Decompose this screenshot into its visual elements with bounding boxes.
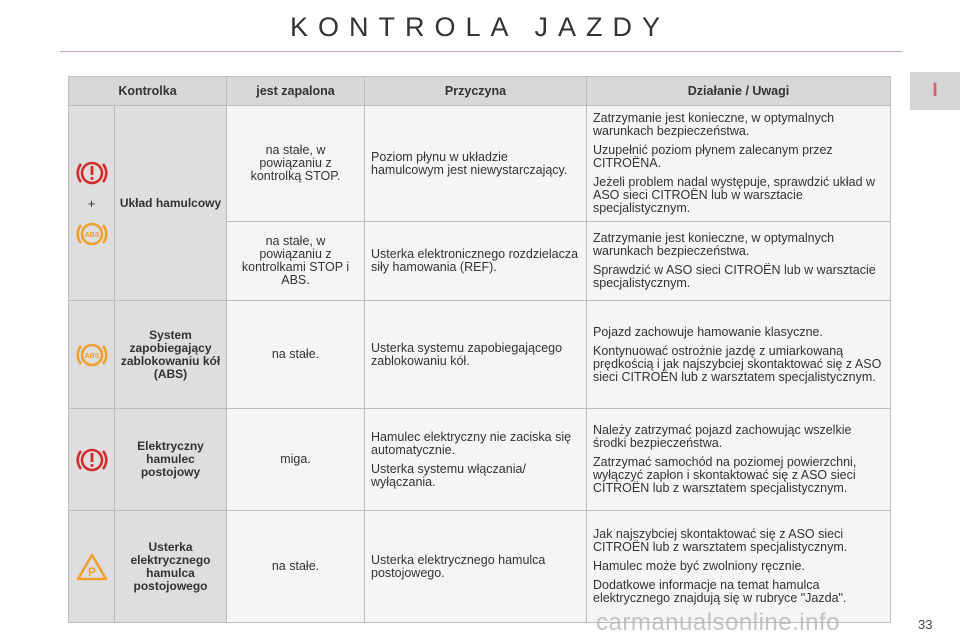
- action-text: Dodatkowe informacje na temat hamulca elektrycznego znajdują się w rubryce "Jazda".: [593, 578, 847, 605]
- action-text: Hamulec może być zwolniony ręcznie.: [593, 559, 805, 573]
- epb-fault-system-label: Usterka elektrycznego hamulca postojowego: [115, 511, 227, 623]
- abs-icon-cell: [69, 301, 115, 409]
- epb-fault-actions: [587, 511, 891, 623]
- page-number: 33: [918, 617, 933, 632]
- table-row-epb: [69, 409, 891, 511]
- abs-icon: [75, 219, 109, 249]
- cause-text: Hamulec elektryczny nie zaciska się automatycznie.: [371, 429, 572, 457]
- svg-text:P: P: [87, 564, 96, 579]
- epb-system-label: Elektryczny hamulec postojowy: [115, 409, 227, 511]
- brake-warning-icon: [75, 158, 109, 188]
- title-divider: [60, 51, 902, 52]
- brake-icon-cell: [69, 106, 115, 301]
- abs-system-label: System zapobiegający zablokowaniu kół (ABS): [115, 301, 227, 409]
- brake-cause-1: Poziom płynu w układzie hamulcowym jest niewystarczający.: [365, 106, 587, 222]
- header-status: jest zapalona: [227, 77, 365, 106]
- header-kontrolka: Kontrolka: [69, 77, 227, 106]
- abs-condition: na stałe.: [227, 301, 365, 409]
- brake-condition-2: na stałe, w powiązaniu z kontrolkami STOP i ABS.: [227, 222, 365, 301]
- brake-condition-1: na stałe, w powiązaniu z kontrolką STOP.: [227, 106, 365, 222]
- action-text: Zatrzymanie jest konieczne, w optymalnych warunkach bezpieczeństwa.: [593, 231, 835, 258]
- abs-icon: [75, 340, 109, 370]
- brake-warning-icon: [75, 445, 109, 475]
- action-text: Jeżeli problem nadal występuje, sprawdzić układ w ASO sieci CITROËN lub w warsztacie specjalistycznym.: [593, 175, 876, 215]
- action-text: Pojazd zachowuje hamowanie klasyczne.: [593, 324, 823, 339]
- brake-actions-2: [587, 222, 891, 301]
- action-text: Jak najszybciej skontaktować się z ASO sieci CITROËN lub z warsztatem specjalistycznym.: [593, 527, 848, 554]
- epb-fault-condition: na stałe.: [227, 511, 365, 623]
- action-text: Sprawdzić w ASO sieci CITROËN lub w warsztacie specjalistycznym.: [593, 263, 876, 290]
- action-text: Uzupełnić poziom płynem zalecanym przez CITROËNA.: [593, 143, 833, 170]
- action-text: Kontynuować ostrożnie jazdę z umiarkowaną prędkością i jak najszybciej skontaktować się z ASO sieci CITROËN lub z warsztatem specjalistycznym.: [593, 343, 882, 384]
- cause-text: Usterka systemu włączania/ wyłączania.: [371, 461, 526, 489]
- table-row-brake-1: [69, 106, 891, 222]
- table-row-epb-fault: [69, 511, 891, 623]
- parking-brake-fault-icon: [75, 552, 109, 582]
- svg-text:ABS: ABS: [84, 352, 99, 360]
- epb-icon-cell: [69, 409, 115, 511]
- action-text: Zatrzymać samochód na poziomej powierzchni, wyłączyć zapłon i skontaktować się z ASO sieci CITROËN lub z warsztatem specjalistycznym.: [593, 455, 857, 495]
- epb-fault-cause: Usterka elektrycznego hamulca postojowego.: [365, 511, 587, 623]
- table-row-abs: [69, 301, 891, 409]
- brake-actions-1: [587, 106, 891, 222]
- watermark: carmanualsonline.info: [596, 609, 840, 636]
- page-title: KONTROLA JAZDY: [289, 12, 671, 42]
- epb-actions: [587, 409, 891, 511]
- svg-text:ABS: ABS: [84, 231, 99, 239]
- table-header-row: [69, 77, 891, 106]
- chapter-tab[interactable]: I: [910, 72, 960, 110]
- abs-actions: [587, 301, 891, 409]
- plus-sign: +: [87, 195, 96, 211]
- epb-causes: [365, 409, 587, 511]
- action-text: Zatrzymanie jest konieczne, w optymalnych warunkach bezpieczeństwa.: [593, 111, 835, 138]
- abs-cause: Usterka systemu zapobiegającego zablokowaniu kół.: [365, 301, 587, 409]
- brake-cause-2: Usterka elektronicznego rozdzielacza siły hamowania (REF).: [365, 222, 587, 301]
- header-action: Działanie / Uwagi: [587, 77, 891, 106]
- brake-system-label: Układ hamulcowy: [115, 106, 227, 301]
- epb-condition: miga.: [227, 409, 365, 511]
- epb-fault-icon-cell: [69, 511, 115, 623]
- action-text: Należy zatrzymać pojazd zachowując wszelkie środki bezpieczeństwa.: [593, 423, 852, 450]
- warning-lights-table: [68, 76, 891, 623]
- header-cause: Przyczyna: [365, 77, 587, 106]
